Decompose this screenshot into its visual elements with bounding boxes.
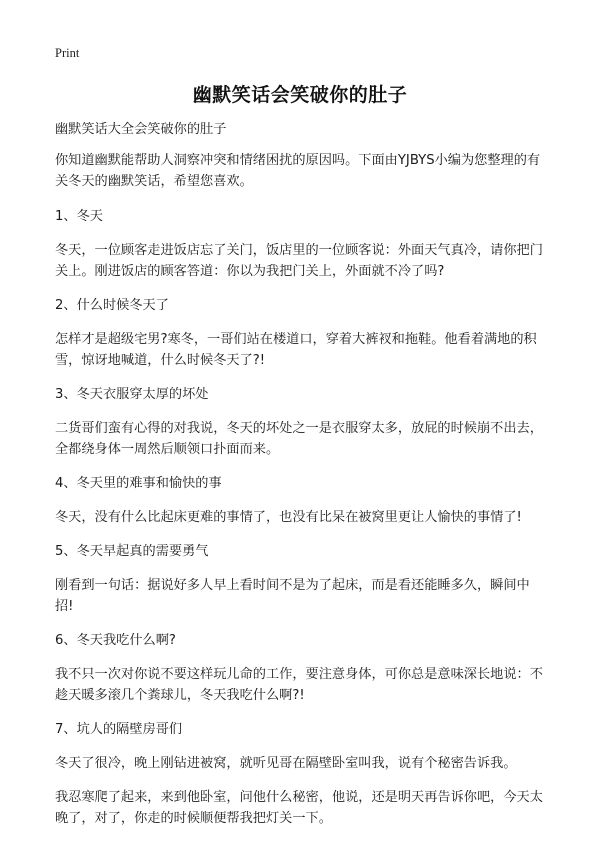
section-paragraph-5: 刚看到一句话：据说好多人早上看时间不是为了起床，而是看还能睡多久，瞬间中招! bbox=[55, 578, 530, 614]
intro-paragraph: 你知道幽默能帮助人洞察冲突和情绪困扰的原因吗。下面由YJBYS小编为您整理的有关冬天的幽默笑话，希望您喜欢。 bbox=[55, 153, 541, 189]
section-heading-2: 2、什么时候冬天了 bbox=[55, 298, 169, 313]
section-paragraph-1: 冬天，一位顾客走进饭店忘了关门，饭店里的一位顾客说：外面天气真冷，请你把门关上。刚进饭店的顾客答道：你以为我把门关上，外面就不冷了吗? bbox=[55, 243, 543, 279]
section-paragraph-6: 我不只一次对你说不要这样玩儿命的工作，要注意身体，可你总是意味深长地说：不趁天暖多滚几个粪球儿，冬天我吃什么啊?! bbox=[55, 667, 543, 703]
section-heading-7: 7、坑人的隔壁房哥们 bbox=[55, 722, 183, 737]
section-heading-4: 4、冬天里的难事和愉快的事 bbox=[55, 476, 222, 491]
section-paragraph-2: 怎样才是超级宅男?寒冬，一哥们站在楼道口，穿着大裤衩和拖鞋。他看着满地的积雪，惊讶地喊道，什么时候冬天了?! bbox=[55, 332, 537, 368]
section-paragraph-3: 二货哥们蛮有心得的对我说，冬天的坏处之一是衣服穿太多，放屁的时候崩不出去，全都绕身体一周然后顺领口扑面而来。 bbox=[55, 421, 543, 457]
section-heading-1: 1、冬天 bbox=[55, 209, 103, 224]
document-content bbox=[55, 119, 545, 842]
section-paragraph-4: 冬天，没有什么比起床更难的事情了，也没有比呆在被窝里更让人愉快的事情了! bbox=[55, 510, 522, 525]
section-paragraph-7a: 冬天了很冷，晚上刚钻进被窝，就听见哥在隔壁卧室叫我，说有个秘密告诉我。 bbox=[55, 756, 517, 771]
document-title: 幽默笑话会笑破你的肚子 bbox=[192, 84, 408, 106]
section-heading-3: 3、冬天衣服穿太厚的坏处 bbox=[55, 387, 209, 402]
print-label[interactable]: Print bbox=[55, 46, 80, 60]
document-subtitle: 幽默笑话大全会笑破你的肚子 bbox=[55, 122, 227, 137]
section-heading-6: 6、冬天我吃什么啊? bbox=[55, 633, 176, 648]
section-heading-5: 5、冬天早起真的需要勇气 bbox=[55, 544, 209, 559]
section-paragraph-7b: 我忍寒爬了起来，来到他卧室，问他什么秘密，他说，还是明天再告诉你吧，今天太晚了，对了，你走的时候顺便帮我把灯关一下。 bbox=[55, 790, 543, 826]
